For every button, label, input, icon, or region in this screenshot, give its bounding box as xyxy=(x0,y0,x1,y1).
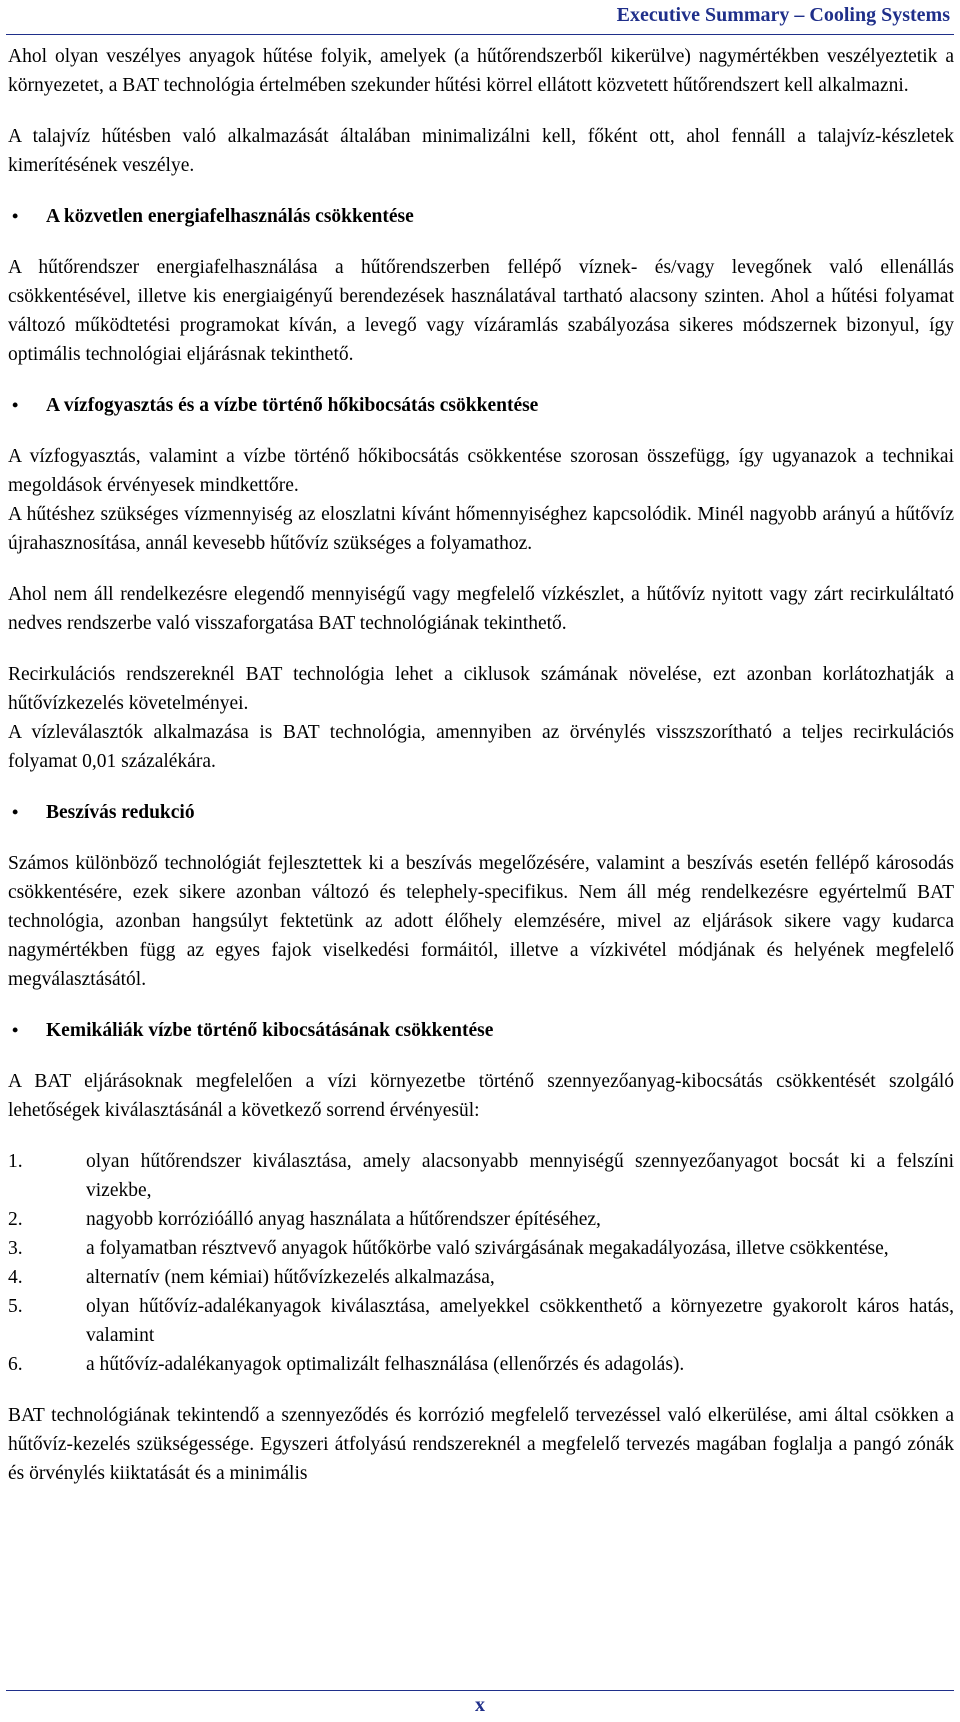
list-text: nagyobb korrózióálló anyag használata a hűtőrendszer építéséhez, xyxy=(86,1209,601,1230)
section-heading-water xyxy=(8,391,954,420)
heading-text: A vízfogyasztás és a vízbe történő hőkibocsátás csökkentése xyxy=(46,395,539,416)
section-heading-intake xyxy=(8,798,954,827)
bullet-icon: • xyxy=(12,206,19,226)
heading-text: Kemikáliák vízbe történő kibocsátásának csökkentése xyxy=(46,1020,494,1041)
list-item xyxy=(8,1263,954,1292)
bullet-icon: • xyxy=(12,395,19,415)
water-paragraph-4: Recirkulációs rendszereknél BAT technológia lehet a ciklusok számának növelése, ezt azonban korlátozhatják a hűtővízkezelés követelményei. xyxy=(8,664,954,714)
list-number: 4. xyxy=(8,1267,23,1288)
list-number: 6. xyxy=(8,1354,23,1375)
page-number: x xyxy=(475,1694,485,1716)
list-item xyxy=(8,1205,954,1234)
list-text: a folyamatban résztvevő anyagok hűtőkörbe való szivárgásának megakadályozása, illetve csökkentése, xyxy=(86,1238,889,1259)
list-text: a hűtővíz-adalékanyagok optimalizált felhasználása (ellenőrzés és adagolás). xyxy=(86,1354,685,1375)
footer-divider xyxy=(6,1690,954,1691)
list-number: 2. xyxy=(8,1209,23,1230)
water-paragraph-2: A hűtéshez szükséges vízmennyiség az eloszlatni kívánt hőmennyiséghez kapcsolódik. Minél nagyobb arányú a hűtővíz újrahasznosítása, annál kevesebb hűtővíz szükséges a folyamathoz. xyxy=(8,504,954,554)
chemicals-paragraph-2: BAT technológiának tekintendő a szennyeződés és korrózió megfelelő tervezéssel való elkerülése, ami által csökken a hűtővíz-kezelés szükségessége. Egyszeri átfolyású rendszereknél a megfelelő tervezés magában foglalja a pangó zónák és örvénylés kiiktatását és a minimális xyxy=(8,1405,954,1484)
list-item xyxy=(8,1350,954,1379)
list-number: 1. xyxy=(8,1151,23,1172)
section-heading-chemicals xyxy=(8,1016,954,1045)
header-divider xyxy=(6,34,954,35)
intro-paragraph-2: A talajvíz hűtésben való alkalmazását általában minimalizálni kell, főként ott, ahol fennáll a talajvíz-készletek kimerítésének veszélye. xyxy=(8,126,954,176)
list-item xyxy=(8,1292,954,1350)
intake-paragraph: Számos különböző technológiát fejlesztettek ki a beszívás megelőzésére, valamint a beszívás esetén fellépő károsodás csökkentésére, ezek sikere azonban változó és telephely-specifikus. Nem áll még rendelkezésre egyértelmű BAT technológia, azonban hangsúlyt fektetünk az adott élőhely elemzésére, mivel az eljárások sikere vagy kudarca nagymértékben függ az egyes fajok viselkedési formáitól, illetve a vízkivétel módjának és helyének megfelelő megválasztásától. xyxy=(8,853,954,990)
bullet-icon: • xyxy=(12,802,19,822)
list-number: 3. xyxy=(8,1238,23,1259)
list-item xyxy=(8,1234,954,1263)
energy-paragraph: A hűtőrendszer energiafelhasználása a hűtőrendszerben fellépő víznek- és/vagy levegőnek való ellenállás csökkentésével, illetve kis energiaigényű berendezések használatával tartható alacsony szinten. Ahol a hűtési folyamat változó működtetési programokat kíván, a levegő vagy vízáramlás szabályozása sikeres módszernek bizonyul, így optimális technológiai eljárásnak tekinthető. xyxy=(8,257,954,365)
numbered-list xyxy=(8,1147,954,1379)
list-number: 5. xyxy=(8,1296,23,1317)
list-text: olyan hűtővíz-adalékanyagok kiválasztása, amelyekkel csökkenthető a környezetre gyakorolt káros hatás, valamint xyxy=(86,1296,954,1346)
list-text: olyan hűtőrendszer kiválasztása, amely alacsonyabb mennyiségű szennyezőanyagot bocsát ki a felszíni vizekbe, xyxy=(86,1151,954,1201)
heading-text: A közvetlen energiafelhasználás csökkentése xyxy=(46,206,414,227)
section-heading-energy xyxy=(8,202,954,231)
water-paragraph-5: A vízleválasztók alkalmazása is BAT technológia, amennyiben az örvénylés visszszorítható a teljes recirkulációs folyamat 0,01 százalékára. xyxy=(8,722,954,772)
bullet-icon: • xyxy=(12,1020,19,1040)
water-paragraph-3: Ahol nem áll rendelkezésre elegendő mennyiségű vagy megfelelő vízkészlet, a hűtővíz nyitott vagy zárt recirkuláltató nedves rendszerbe való visszaforgatása BAT technológiának tekinthető. xyxy=(8,584,954,634)
list-item xyxy=(8,1147,954,1205)
intro-paragraph-1: Ahol olyan veszélyes anyagok hűtése folyik, amelyek (a hűtőrendszerből kikerülve) nagymértékben veszélyeztetik a környezetet, a BAT technológia értelmében szekunder hűtési körrel ellátott közvetett hűtőrendszert kell alkalmazni. xyxy=(8,46,954,96)
list-text: alternatív (nem kémiai) hűtővízkezelés alkalmazása, xyxy=(86,1267,495,1288)
heading-text: Beszívás redukció xyxy=(46,802,195,823)
water-paragraph-1: A vízfogyasztás, valamint a vízbe történő hőkibocsátás csökkentése szorosan összefügg, így ugyanazok a technikai megoldások érvényesek mindkettőre. xyxy=(8,446,954,496)
document-body xyxy=(8,42,954,1488)
chemicals-paragraph-1: A BAT eljárásoknak megfelelően a vízi környezetbe történő szennyezőanyag-kibocsátás csökkentését szolgáló lehetőségek kiválasztásánál a következő sorrend érvényesül: xyxy=(8,1071,954,1121)
running-header: Executive Summary – Cooling Systems xyxy=(616,4,950,26)
